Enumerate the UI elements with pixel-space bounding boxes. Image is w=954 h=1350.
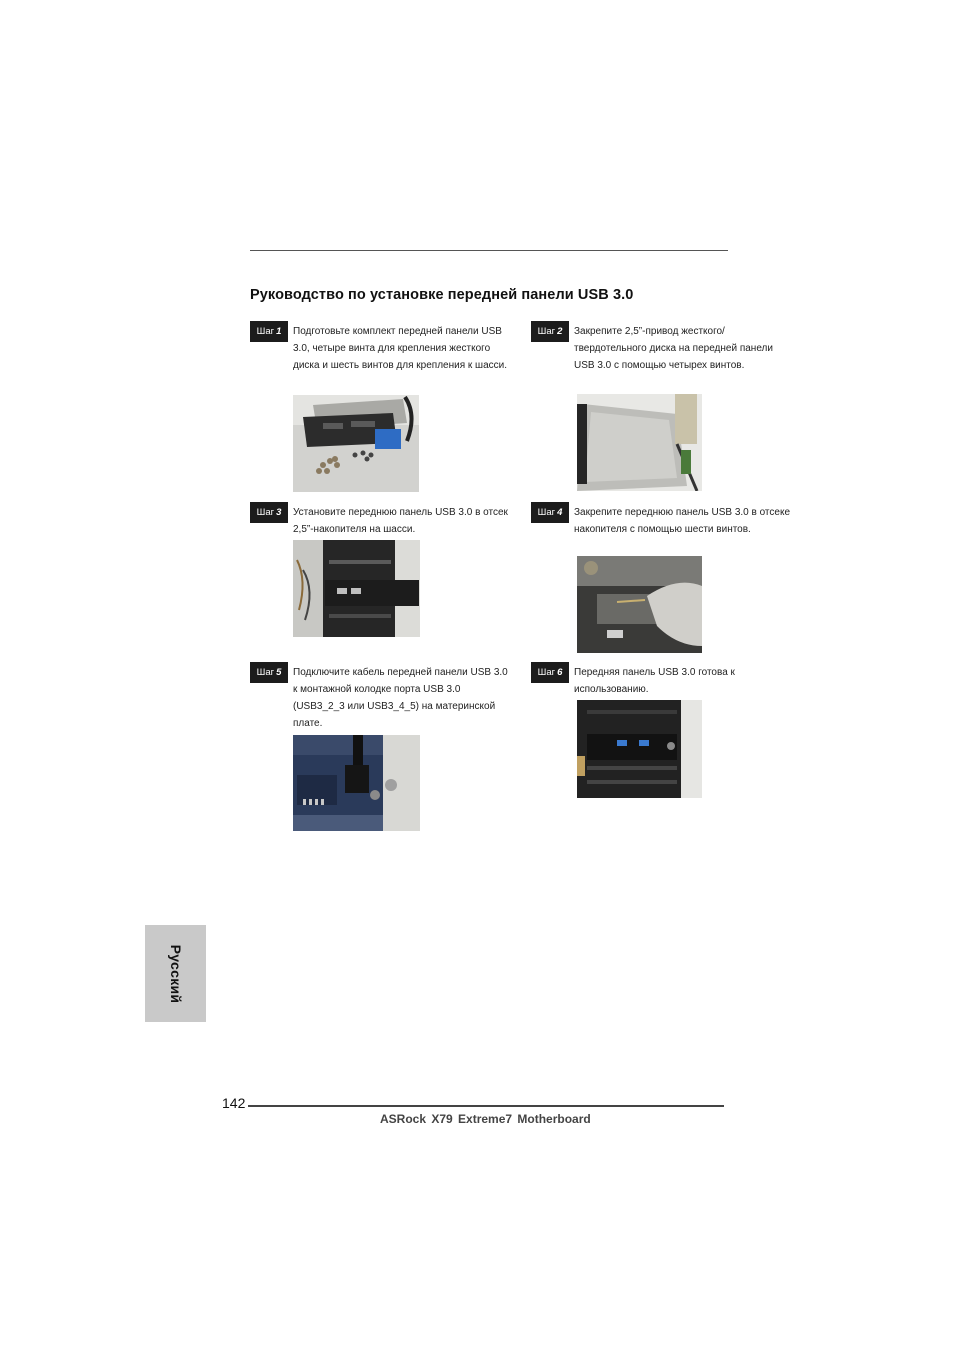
language-side-tab [145, 925, 206, 1022]
step-5-photo [293, 735, 420, 831]
language-label: Русский [167, 944, 184, 1003]
step-text: Закрепите 2,5”-привод жесткого/твердотельного диска на передней панели USB 3.0 с помощью четырех винтов. [574, 326, 773, 371]
step-text: Передняя панель USB 3.0 готова к использованию. [574, 667, 735, 695]
step-badge: Шаг 2 [531, 321, 569, 342]
step-badge: Шаг 3 [250, 502, 288, 523]
page-number: 142 [222, 1095, 246, 1111]
step-badge: Шаг 5 [250, 662, 288, 683]
step-badge: Шаг 6 [531, 662, 569, 683]
top-rule [250, 250, 728, 251]
step-text: Подготовьте комплект передней панели USB 3.0, четыре винта для крепления жесткого диска и шесть винтов для крепления к шасси. [293, 326, 507, 371]
step-text: Закрепите переднюю панель USB 3.0 в отсеке накопителя с помощью шести винтов. [574, 507, 791, 535]
step-badge: Шаг 1 [250, 321, 288, 342]
bottom-rule [248, 1105, 724, 1107]
step-4-photo [577, 556, 702, 653]
step-badge: Шаг 4 [531, 502, 569, 523]
step-6-photo [577, 700, 702, 798]
footer-text: ASRock X79 Extreme7 Motherboard [380, 1112, 591, 1126]
step-3-photo [293, 540, 420, 637]
step-2-photo [577, 394, 702, 491]
page-title: Руководство по установке передней панели USB 3.0 [250, 287, 634, 303]
step-1-photo [293, 395, 419, 492]
step-text: Установите переднюю панель USB 3.0 в отсек 2,5”-накопителя на шасси. [293, 507, 508, 535]
step-text: Подключите кабель передней панели USB 3.0 к монтажной колодке порта USB 3.0 (USB3_2_3 или USB3_4_5) на материнской плате. [293, 667, 508, 729]
